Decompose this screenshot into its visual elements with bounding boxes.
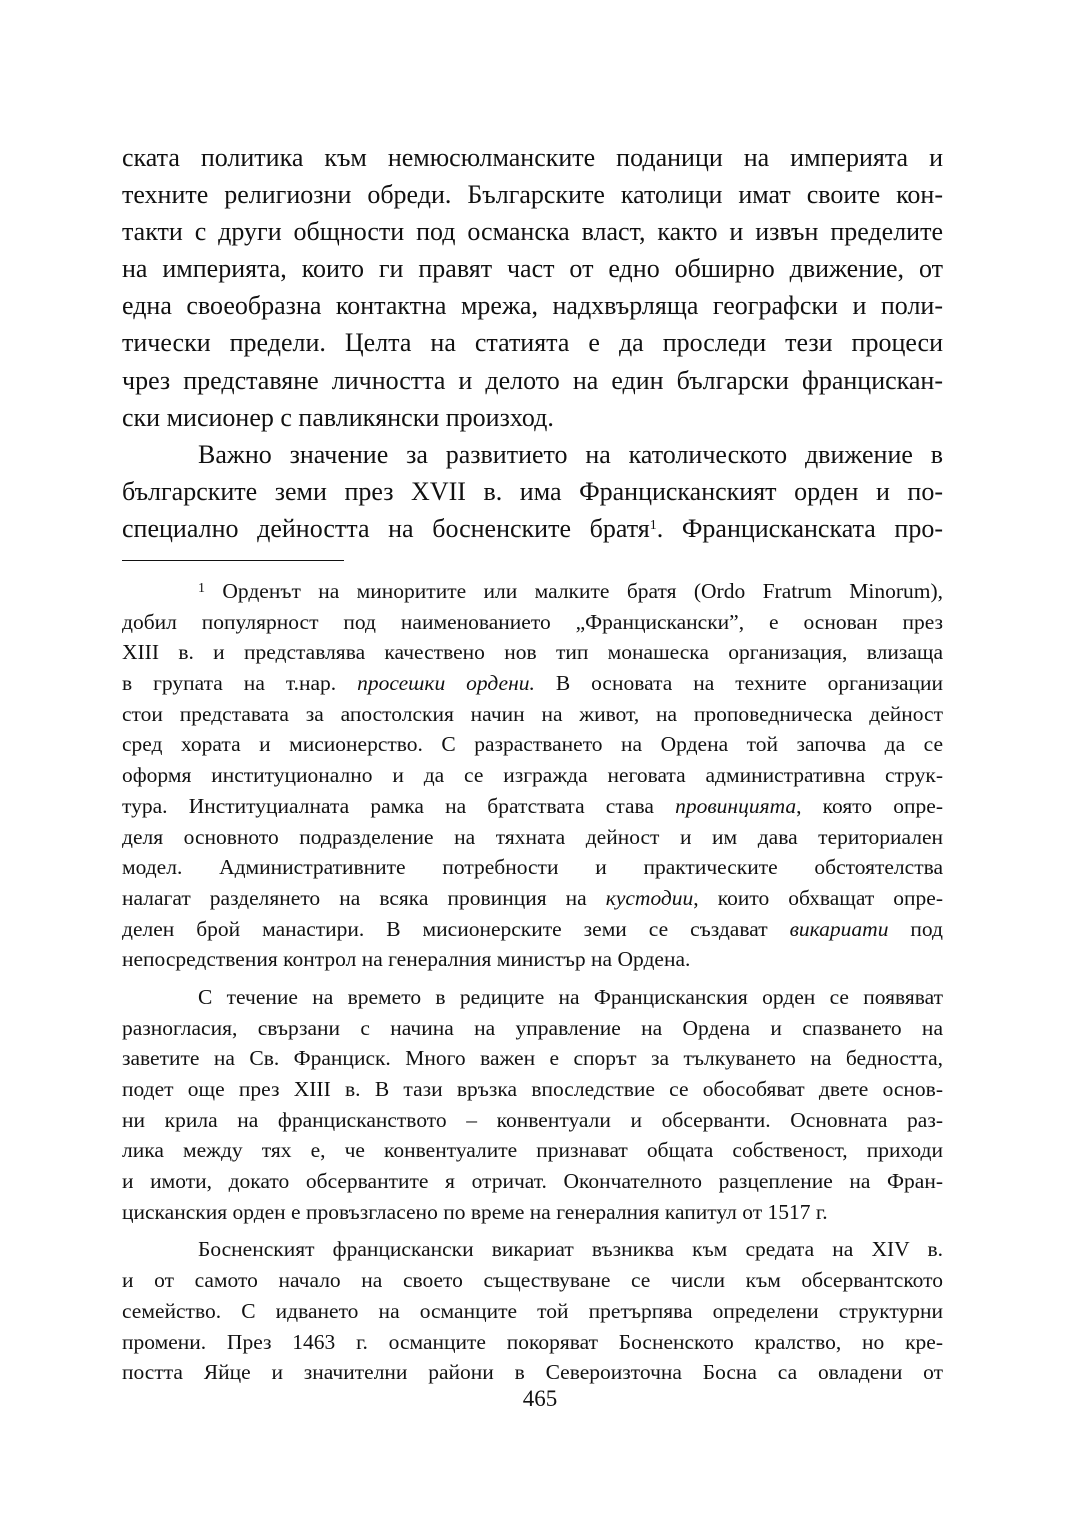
- footnote-line: С течение на времето в редиците на Францисканския орден се появяват: [198, 984, 943, 1009]
- body-line: чрез представяне личността и делото на един български францискан-: [122, 365, 943, 395]
- footnote-text: под: [888, 916, 943, 941]
- footnote-text: делен брой манастири. В мисионерските земи се създават: [122, 916, 790, 941]
- footnote-italic: провинцията: [675, 793, 797, 818]
- body-line: Важно значение за развитието на католическото движение в: [198, 439, 943, 469]
- body-line: такти с други общности под османска власт, както и извън пределите: [122, 217, 943, 247]
- body-text: специално дейността на босненските братя: [122, 513, 650, 543]
- footnote-text: Орденът на миноритите или малките братя (Ordo Fratrum Minorum),: [205, 579, 943, 603]
- footnote-ref[interactable]: 1: [649, 517, 657, 533]
- main-text: [122, 139, 943, 547]
- footnote-text: , която опре-: [796, 793, 943, 818]
- footnote-line: [122, 883, 943, 914]
- footnote-line: разногласия, свързани с начина на управление на Ордена и спазването на: [122, 1015, 943, 1040]
- body-line: една своеобразна контактна мрежа, надхвърляща географски и поли-: [122, 291, 943, 321]
- footnote-text: в групата на т.нар.: [122, 671, 358, 696]
- footnote-line: стои представата за апостолския начин на живот, на проповедническа дейност: [122, 701, 943, 726]
- paragraph-gap: [122, 975, 943, 982]
- footnote-separator: [122, 560, 344, 561]
- footnote-line: непосредствения контрол на генералния министър на Ордена.: [122, 947, 691, 972]
- body-line: българските земи през XVII в. има Францисканският орден и по-: [122, 476, 943, 506]
- footnote-text: В основата на техните организации: [534, 671, 943, 696]
- page-number: 465: [522, 1386, 558, 1411]
- footnote-line: и от самото начало на своето съществуване се числи към обсервантското: [122, 1268, 943, 1293]
- footnote-line: деля основното подразделение на тяхната дейност и им дава териториален: [122, 824, 943, 849]
- footnotes: [122, 576, 943, 1388]
- footnote-line: добил популярност под наименованието „Францискански”, е основан през: [122, 609, 943, 634]
- body-line: тически предели. Целта на статията е да проследи тези процеси: [122, 328, 943, 358]
- paragraph-gap: [122, 1227, 943, 1234]
- footnote-italic: просешки ордени.: [357, 671, 535, 696]
- footnote-line: заветите на Св. Франциск. Много важен е спорът за тълкуването на бедността,: [122, 1046, 943, 1071]
- footnote-line: Босненският францискански викариат възниква към средата на XIV в.: [198, 1237, 943, 1262]
- body-line: техните религиозни обреди. Българските католици имат своите кон-: [122, 180, 943, 210]
- footnote-line: модел. Административните потребности и практическите обстоятелства: [122, 855, 943, 880]
- footnote-italic: викариати: [789, 916, 889, 941]
- body-line: ската политика към немюсюлманските поданици на империята и: [122, 143, 943, 172]
- footnote-text: , които обхващат опре-: [693, 885, 943, 910]
- footnote-text: тура. Институциалната рамка на братствата става: [122, 793, 676, 818]
- footnote-line: промени. През 1463 г. османците покоряват Босненското кралство, но кре-: [122, 1329, 943, 1354]
- footnote-italic: кустодии: [605, 885, 694, 910]
- footnote-line: ни крила на францисканството – конвентуали и обсерванти. Основната раз-: [122, 1107, 943, 1132]
- footnote-line: подет още през XIII в. В тази връзка впоследствие се обособяват двете основ-: [122, 1077, 943, 1101]
- footnote-line: и имоти, докато обсервантите я отричат. Окончателното разцепление на Фран-: [122, 1169, 943, 1194]
- footnote-text: налагат разделянето на всяка провинция на: [122, 885, 606, 910]
- footnote-line: оформя институционално и да се изгражда неговата административна струк-: [122, 763, 943, 788]
- body-text: . Францисканската про-: [656, 513, 943, 543]
- footnote-number: 1: [198, 581, 205, 596]
- footnote-line: XIII в. и представлява качествено нов тип монашеска организация, влизаща: [122, 640, 943, 665]
- body-line: ски мисионер с павликянски произход.: [122, 402, 554, 432]
- footnote-line: [122, 668, 943, 699]
- body-line: [122, 510, 943, 547]
- body-line: на империята, които ги правят част от едно обширно движение, от: [122, 254, 943, 284]
- footnote-line: [122, 791, 943, 822]
- footnote-line: [122, 914, 943, 945]
- footnote-line: семейство. С идването на османците той претърпява определени структурни: [122, 1298, 943, 1323]
- footnote-line: [122, 576, 943, 607]
- footnote-line: лика между тях е, че конвентуалите признават общата собственост, приходи: [122, 1138, 943, 1163]
- footnote-line: цисканския орден е провъзгласено по време на генералния капитул от 1517 г.: [122, 1199, 828, 1224]
- footnote-line: сред хората и мисионерство. С разрастването на Ордена той започва да се: [122, 732, 943, 757]
- footnote-line: постта Яйце и значителни райони в Североизточна Босна са овладени от: [122, 1360, 943, 1385]
